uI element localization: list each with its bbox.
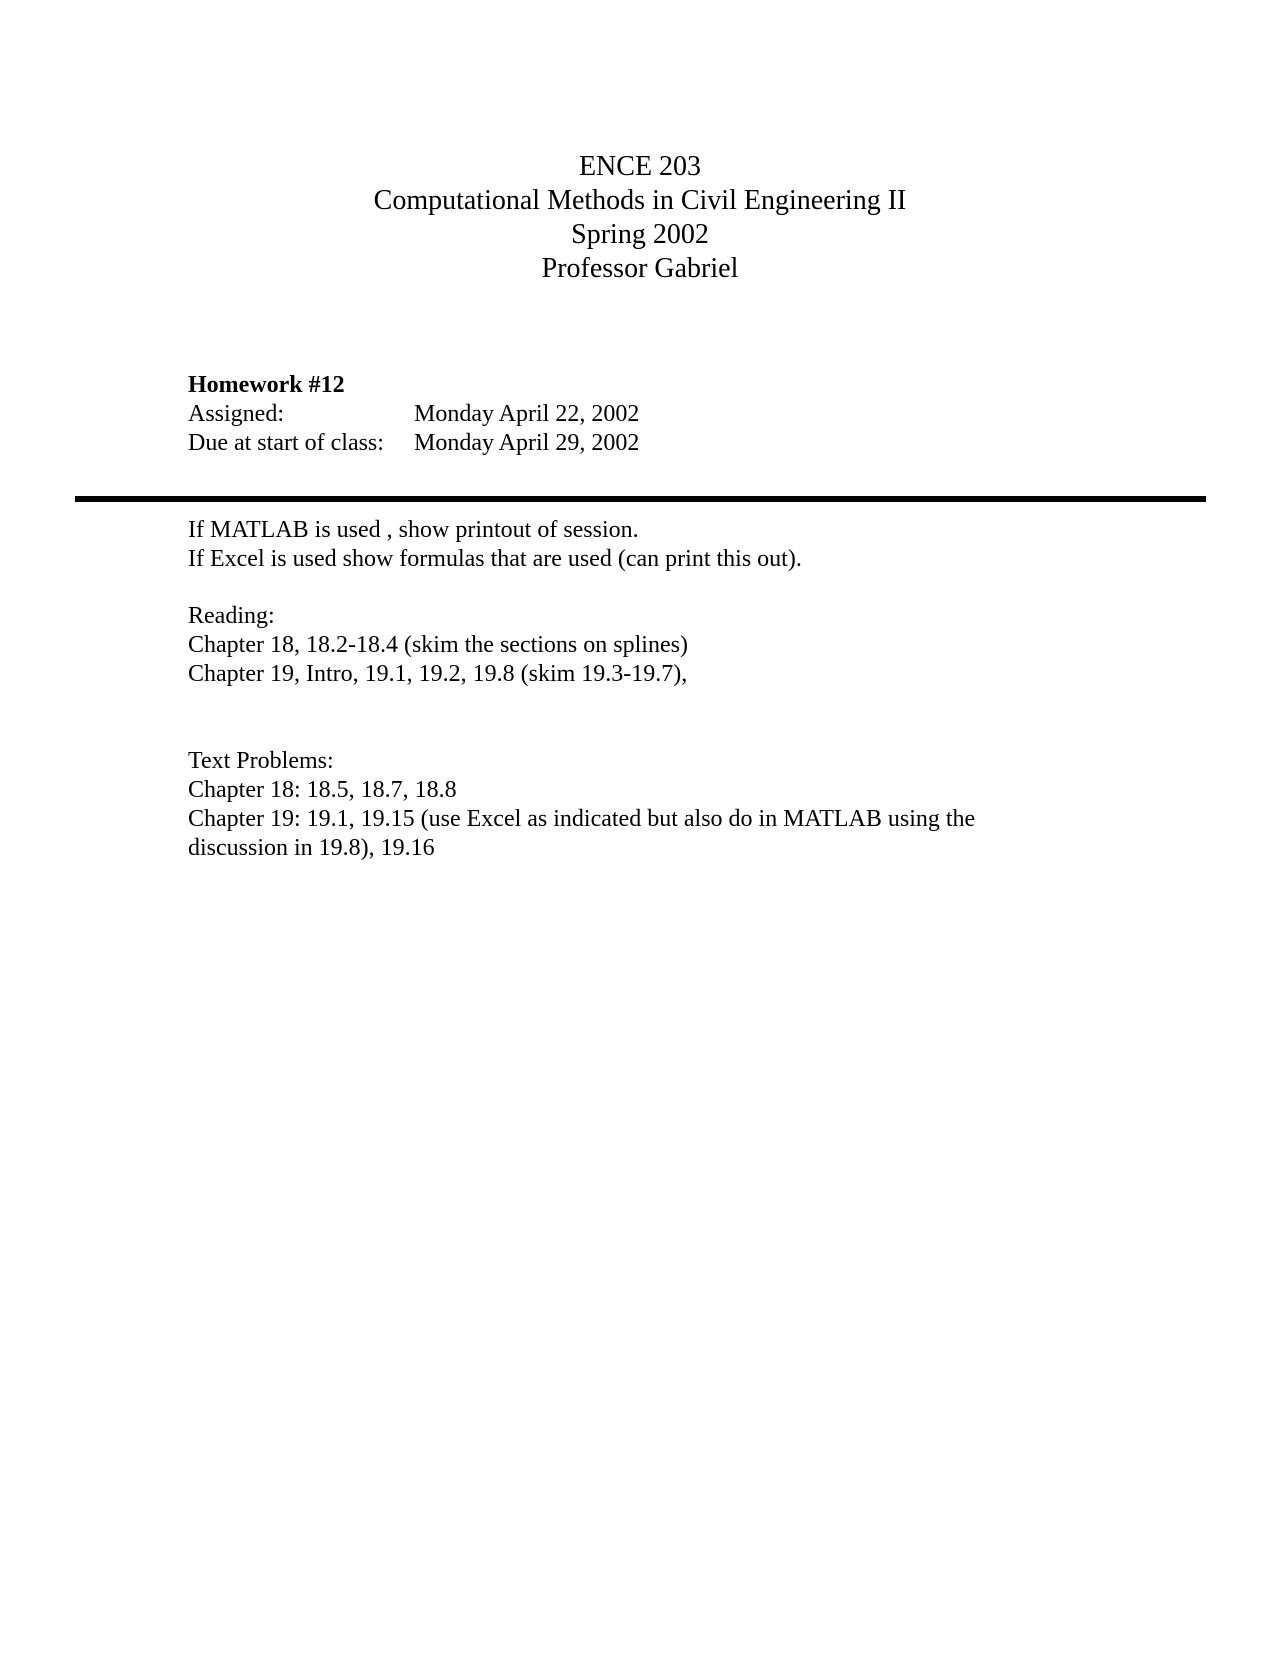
document-header [0,150,1280,286]
reading-item: Chapter 19, Intro, 19.1, 19.2, 19.8 (skim 19.3-19.7), [188,661,688,687]
note-line: If Excel is used show formulas that are used (can print this out). [188,546,802,572]
due-row [188,429,639,458]
instructions-notes [188,516,802,574]
reading-item: Chapter 18, 18.2-18.4 (skim the sections on splines) [188,632,688,658]
due-label: Due at start of class: [188,430,384,456]
note-line: If MATLAB is used , show printout of session. [188,517,639,543]
problems-section [188,747,975,863]
homework-info [188,371,639,458]
problem-item: Chapter 18: 18.5, 18.7, 18.8 [188,777,457,803]
course-number: ENCE 203 [578,151,702,182]
problem-item: Chapter 19: 19.1, 19.15 (use Excel as indicated but also do in MATLAB using the [188,806,976,832]
homework-title: Homework #12 [188,372,345,398]
due-date: Monday April 29, 2002 [414,430,640,456]
instructor-name: Professor Gabriel [541,253,739,284]
assigned-row [188,400,639,429]
assigned-label: Assigned: [188,401,284,427]
problems-heading: Text Problems: [188,748,334,774]
course-title: Computational Methods in Civil Engineering II [373,185,907,216]
course-term: Spring 2002 [571,219,709,250]
reading-heading: Reading: [188,603,275,629]
reading-section [188,602,688,689]
assigned-date: Monday April 22, 2002 [414,401,640,427]
problem-item: discussion in 19.8), 19.16 [188,835,435,861]
horizontal-divider [75,496,1206,502]
